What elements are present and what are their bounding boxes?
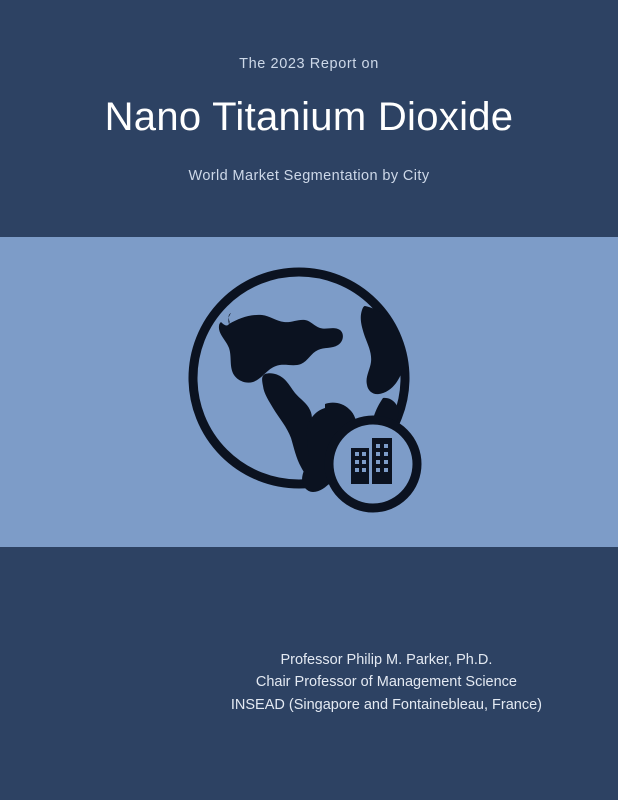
- globe-with-city-buildings-icon: [169, 252, 449, 532]
- cover-title-band: [0, 0, 618, 237]
- cover-author-band: [0, 547, 618, 800]
- cover-pretitle: The 2023 Report on: [239, 56, 379, 72]
- author-block: [231, 649, 542, 716]
- author-title: Chair Professor of Management Science: [255, 674, 517, 691]
- page-title: Nano Titanium Dioxide: [104, 95, 514, 139]
- author-affiliation: INSEAD (Singapore and Fontainebleau, France): [230, 696, 542, 713]
- cover-artwork-band: [0, 237, 618, 547]
- cover-subtitle: World Market Segmentation by City: [188, 168, 430, 184]
- author-name: Professor Philip M. Parker, Ph.D.: [280, 651, 493, 668]
